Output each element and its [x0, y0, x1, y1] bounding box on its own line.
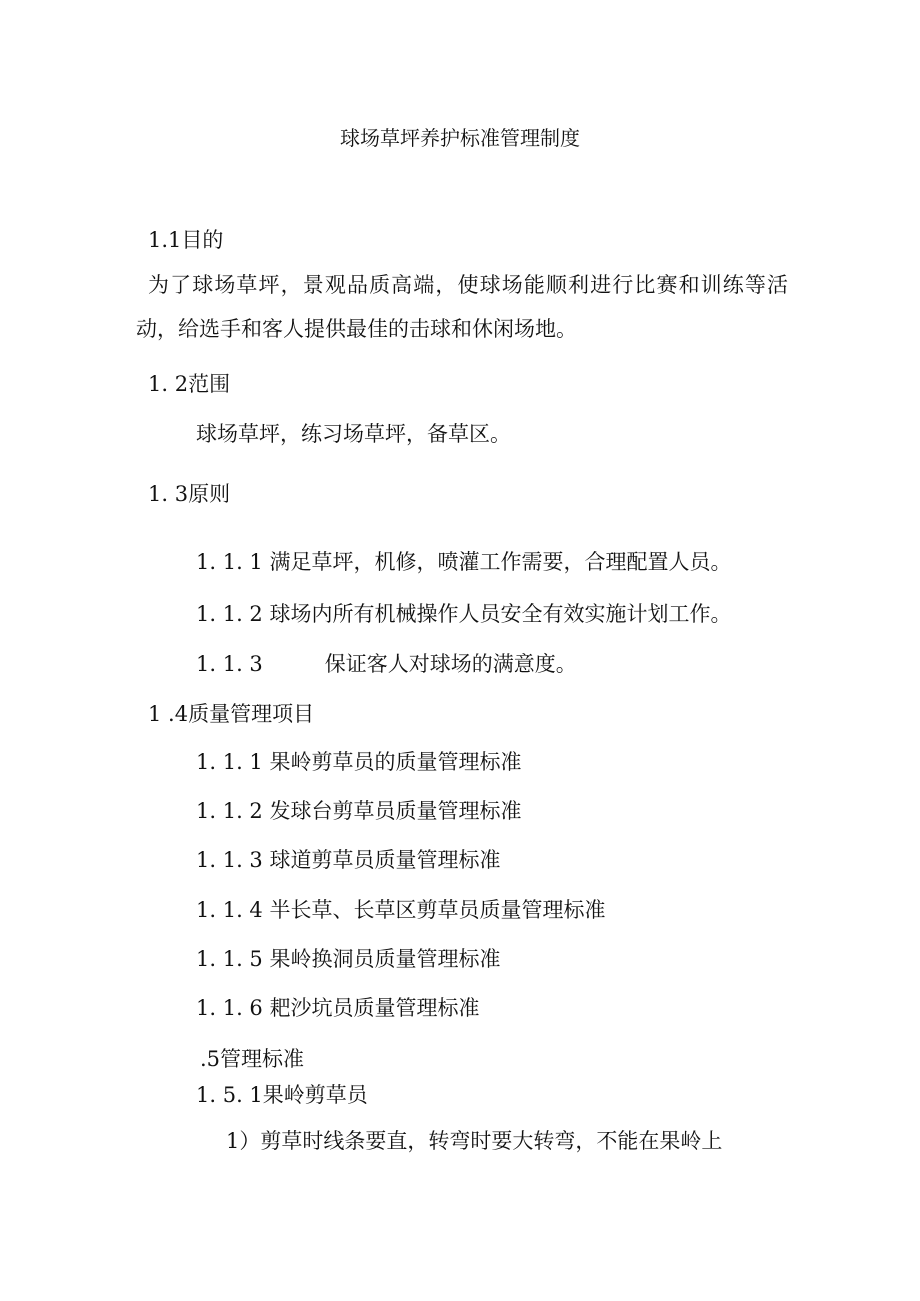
principle-item-number: 1. 1. 3: [196, 652, 263, 676]
principle-item: [196, 600, 731, 628]
section-heading-standards: .5管理标准: [200, 1047, 305, 1071]
principle-item-number: 1. 1. 2: [196, 602, 263, 626]
quality-item: [196, 748, 521, 776]
quality-item: [196, 846, 500, 874]
purpose-paragraph: 为了球场草坪，景观品质高端，使球场能顺利进行比赛和训练等活动，给选手和客人提供最佳的击球和休闲场地。: [136, 273, 788, 341]
principle-item-number: 1. 1. 1: [196, 550, 263, 574]
quality-item-number: 1. 1. 1: [196, 750, 263, 774]
quality-item-number: 1. 1. 4: [196, 898, 263, 922]
section-heading-quality-items: 1 .4质量管理项目: [148, 702, 315, 726]
section-heading-principles: 1. 3原则: [148, 482, 231, 506]
principle-item-text: 保证客人对球场的满意度。: [324, 652, 577, 676]
quality-item-text: 果岭剪草员的质量管理标准: [269, 750, 522, 774]
quality-item-number: 1. 1. 6: [196, 996, 263, 1020]
standards-sub-heading: 1. 5. 1果岭剪草员: [196, 1083, 368, 1107]
quality-item-text: 球道剪草员质量管理标准: [269, 848, 501, 872]
quality-item-text: 耙沙坑员质量管理标准: [269, 996, 480, 1020]
principle-item: [196, 548, 731, 576]
page-title: 球场草坪养护标准管理制度: [340, 126, 580, 150]
quality-item-number: 1. 1. 3: [196, 848, 263, 872]
quality-item: [196, 945, 500, 973]
quality-item: [196, 994, 479, 1022]
principle-item-text: 满足草坪，机修，喷灌工作需要，合理配置人员。: [269, 550, 732, 574]
quality-item-text: 半长草、长草区剪草员质量管理标准: [269, 898, 606, 922]
quality-item: [196, 896, 605, 924]
scope-text: 球场草坪，练习场草坪，备草区。: [196, 422, 511, 446]
quality-item-text: 发球台剪草员质量管理标准: [269, 799, 522, 823]
section-heading-scope: 1. 2范围: [148, 372, 231, 396]
quality-item: [196, 797, 521, 825]
standards-list-item: 1）剪草时线条要直，转弯时要大转弯，不能在果岭上: [226, 1129, 723, 1153]
quality-item-text: 果岭换洞员质量管理标准: [269, 947, 501, 971]
quality-item-number: 1. 1. 2: [196, 799, 263, 823]
quality-item-number: 1. 1. 5: [196, 947, 263, 971]
principle-item: [196, 650, 577, 678]
section-heading-purpose: 1.1目的: [148, 228, 224, 252]
principle-item-text: 球场内所有机械操作人员安全有效实施计划工作。: [269, 602, 732, 626]
